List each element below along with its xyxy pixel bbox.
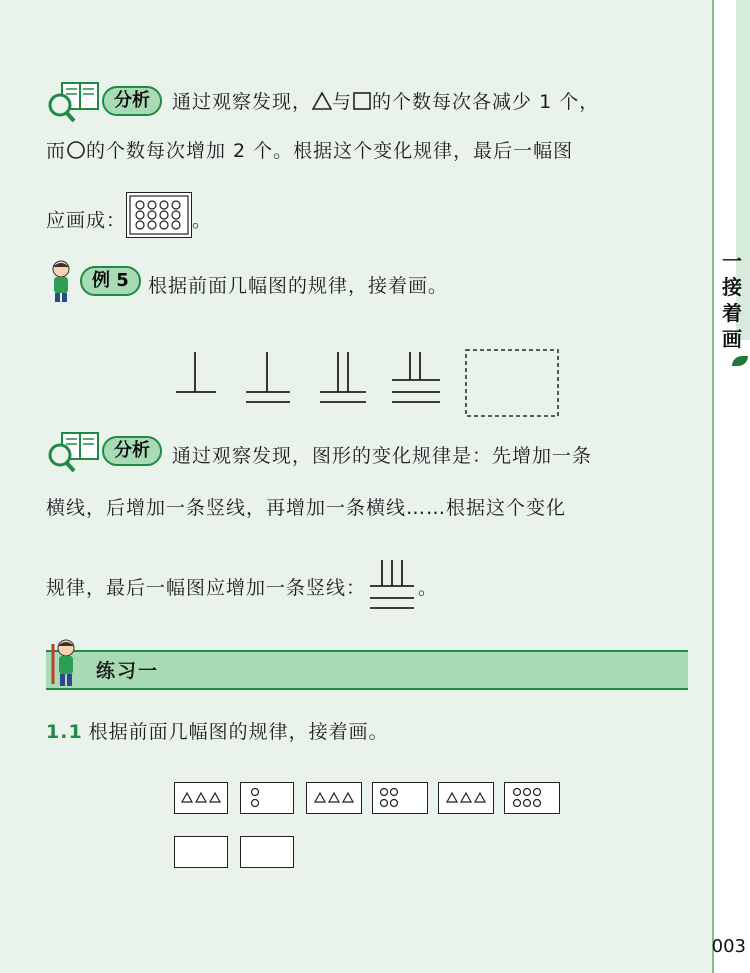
triangles-icon	[307, 783, 361, 813]
analysis1-line2	[46, 131, 696, 171]
question-number: 1.1	[46, 721, 83, 743]
magnifier-book-icon	[46, 429, 102, 473]
circles-grid-icon	[127, 193, 191, 237]
side-char: 一	[722, 249, 742, 273]
analysis1-line1	[172, 82, 692, 122]
triangle-icon	[312, 91, 332, 111]
exercise-header	[46, 650, 688, 690]
question-text: 根据前面几幅图的规律，接着画。	[88, 721, 389, 743]
text: 的个数每次各减少 1 个，	[372, 91, 600, 113]
text: 而	[46, 140, 67, 162]
student-icon	[46, 259, 76, 303]
q-frame-6	[504, 782, 560, 814]
text: 。	[192, 209, 213, 232]
circles-icon	[241, 783, 293, 813]
answer-figure-lines	[366, 556, 418, 620]
circles-icon	[505, 783, 559, 813]
side-char: 接	[722, 275, 742, 299]
answer-frame-1[interactable]	[174, 836, 228, 868]
badge-label: 分析	[102, 86, 162, 116]
text: 。	[418, 577, 439, 599]
example-badge	[46, 264, 141, 298]
circles-icon	[373, 783, 427, 813]
answer-dashed-box	[466, 350, 558, 416]
figure-3	[320, 352, 366, 402]
page-number: 003	[711, 936, 746, 957]
side-tab-label	[720, 248, 744, 352]
figure-1	[176, 352, 216, 392]
magnifier-book-icon	[46, 79, 102, 123]
analysis1-line3	[46, 198, 696, 244]
example5-figures	[170, 340, 590, 420]
side-tab	[712, 0, 750, 973]
analysis2-line2: 横线，后增加一条竖线，再增加一条横线……根据这个变化	[46, 497, 567, 519]
side-char: 画	[722, 327, 742, 351]
figure-4	[392, 352, 440, 402]
text: 应画成：	[46, 209, 127, 232]
analysis-badge-1	[46, 84, 162, 118]
text: 通过观察发现，	[172, 91, 313, 113]
analysis2-line3	[46, 556, 696, 620]
analysis2-line1: 通过观察发现，图形的变化规律是：先增加一条	[172, 445, 593, 467]
triangles-icon	[175, 783, 227, 813]
badge-label: 例 5	[80, 266, 141, 296]
triangles-icon	[439, 783, 493, 813]
text: 与	[332, 91, 353, 113]
example5-text: 根据前面几幅图的规律，接着画。	[148, 275, 449, 297]
answer-figure-circles	[126, 192, 192, 238]
circle-icon	[66, 140, 86, 160]
student-pencil-icon	[50, 638, 80, 690]
q-frame-5	[438, 782, 494, 814]
q-frame-3	[306, 782, 362, 814]
analysis-badge-2	[46, 434, 162, 468]
q-frame-2	[240, 782, 294, 814]
text: 的个数每次增加 2 个。根据这个变化规律，最后一幅图	[86, 140, 574, 162]
square-icon	[352, 91, 372, 111]
q-frame-4	[372, 782, 428, 814]
question-1-1	[46, 712, 696, 752]
answer-frame-2[interactable]	[240, 836, 294, 868]
text: 规律，最后一幅图应增加一条竖线：	[46, 577, 367, 599]
q-frame-1	[174, 782, 228, 814]
exercise-title: 练习一	[96, 660, 160, 682]
leaf-icon	[732, 356, 748, 366]
side-char: 着	[722, 301, 742, 325]
figure-2	[246, 352, 290, 402]
badge-label: 分析	[102, 436, 162, 466]
